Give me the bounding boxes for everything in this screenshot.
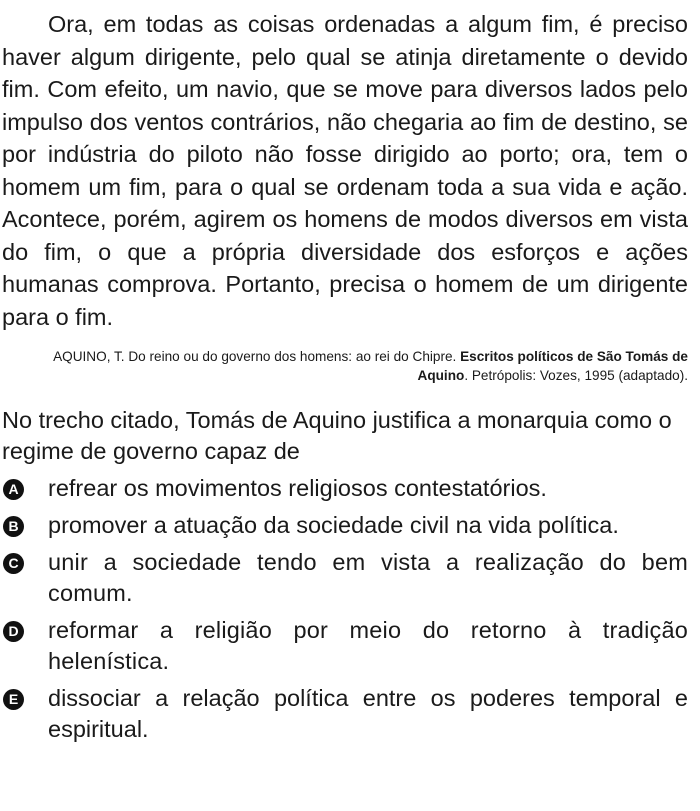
option-e-text[interactable]: dissociar a relação política entre os poderes temporal e espiritual. — [48, 685, 688, 742]
citation — [2, 347, 688, 385]
option-d-text[interactable]: reformar a religião por meio do retorno à tradição helenística. — [48, 617, 688, 674]
citation-suffix: . Petrópolis: Vozes, 1995 (adaptado). — [464, 368, 688, 383]
option-b[interactable] — [2, 510, 688, 541]
option-a[interactable] — [2, 473, 688, 504]
option-a-letter-badge[interactable]: A — [3, 479, 24, 500]
option-e[interactable] — [2, 683, 688, 745]
option-d[interactable] — [2, 615, 688, 677]
option-a-text[interactable]: refrear os movimentos religiosos contestatórios. — [48, 475, 547, 501]
option-c-text[interactable]: unir a sociedade tendo em vista a realização do bem comum. — [48, 549, 688, 606]
passage-text: Ora, em todas as coisas ordenadas a algum fim, é preciso haver algum dirigente, pelo qual se atinja diretamente o devido fim. Com efeito, um navio, que se move para diversos lados pelo impulso dos ventos contrários, não chegaria ao fim de destino, se por indústria do piloto não fosse dirigido ao porto; ora, tem o homem um fim, para o qual se ordenam toda a sua vida e ação. Acontece, porém, agirem os homens de modos diversos em vista do fim, o que a própria diversidade dos esforços e ações humanas comprova. Portanto, precisa o homem de um dirigente para o fim. — [2, 11, 688, 330]
citation-book-title: Escritos políticos de São Tomás de Aquino — [417, 349, 688, 383]
option-b-text[interactable]: promover a atuação da sociedade civil na vida política. — [48, 512, 619, 538]
option-c-letter-badge[interactable]: C — [3, 553, 24, 574]
answer-options — [2, 473, 688, 745]
citation-prefix: AQUINO, T. Do reino ou do governo dos homens: ao rei do Chipre. — [53, 349, 461, 364]
question-prompt: No trecho citado, Tomás de Aquino justifica a monarquia como o regime de governo capaz de — [2, 407, 672, 464]
option-d-letter-badge[interactable]: D — [3, 621, 24, 642]
option-c[interactable] — [2, 547, 688, 609]
option-b-letter-badge[interactable]: B — [3, 516, 24, 537]
option-e-letter-badge[interactable]: E — [3, 689, 24, 710]
